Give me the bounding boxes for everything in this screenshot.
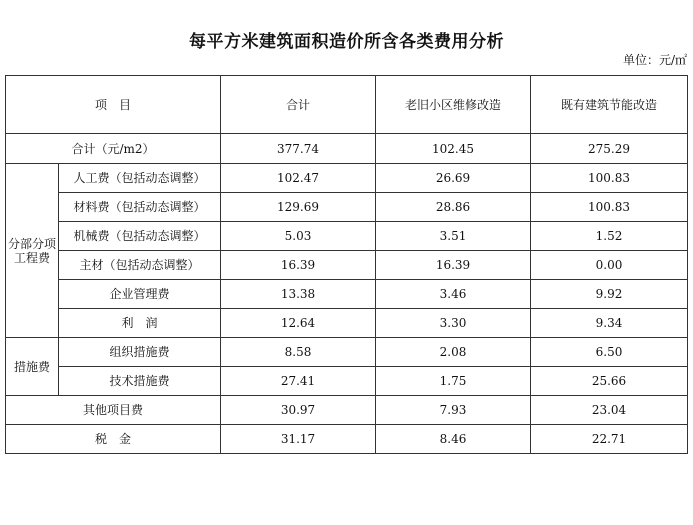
header-energy-saving: 既有建筑节能改造 — [531, 76, 688, 134]
cell-old-community: 1.75 — [376, 367, 531, 396]
cell-energy-saving: 22.71 — [531, 425, 688, 454]
table-row — [6, 309, 688, 338]
row-label: 利 润 — [59, 309, 221, 338]
cell-total: 129.69 — [221, 193, 376, 222]
page-title: 每平方米建筑面积造价所含各类费用分析 — [189, 32, 504, 52]
table-row — [6, 222, 688, 251]
cell-old-community: 26.69 — [376, 164, 531, 193]
table-row — [6, 251, 688, 280]
row-label: 机械费（包括动态调整） — [59, 222, 221, 251]
table-row — [6, 280, 688, 309]
cell-old-community: 102.45 — [376, 134, 531, 164]
row-label: 合计（元/m2） — [6, 134, 221, 164]
row-label: 主材（包括动态调整） — [59, 251, 221, 280]
cell-energy-saving: 9.34 — [531, 309, 688, 338]
cell-total: 12.64 — [221, 309, 376, 338]
group-label-csf: 措施费 — [6, 338, 59, 396]
cell-total: 27.41 — [221, 367, 376, 396]
row-label: 技术措施费 — [59, 367, 221, 396]
cell-energy-saving: 275.29 — [531, 134, 688, 164]
table-row — [6, 338, 688, 367]
cell-total: 8.58 — [221, 338, 376, 367]
row-label: 材料费（包括动态调整） — [59, 193, 221, 222]
cell-total: 31.17 — [221, 425, 376, 454]
row-label: 人工费（包括动态调整） — [59, 164, 221, 193]
cell-old-community: 8.46 — [376, 425, 531, 454]
row-label: 税 金 — [6, 425, 221, 454]
cell-total: 5.03 — [221, 222, 376, 251]
cell-old-community: 2.08 — [376, 338, 531, 367]
cell-total: 16.39 — [221, 251, 376, 280]
table-header-row — [6, 76, 688, 134]
cell-energy-saving: 100.83 — [531, 193, 688, 222]
cell-old-community: 3.51 — [376, 222, 531, 251]
table-row — [6, 193, 688, 222]
cell-energy-saving: 100.83 — [531, 164, 688, 193]
cell-total: 102.47 — [221, 164, 376, 193]
row-label: 其他项目费 — [6, 396, 221, 425]
cell-energy-saving: 0.00 — [531, 251, 688, 280]
header-total: 合计 — [221, 76, 376, 134]
row-label: 企业管理费 — [59, 280, 221, 309]
cell-total: 377.74 — [221, 134, 376, 164]
cell-old-community: 3.46 — [376, 280, 531, 309]
cell-energy-saving: 23.04 — [531, 396, 688, 425]
cell-old-community: 28.86 — [376, 193, 531, 222]
cell-total: 13.38 — [221, 280, 376, 309]
table-row-total — [6, 134, 688, 164]
cell-total: 30.97 — [221, 396, 376, 425]
table-row — [6, 164, 688, 193]
cell-old-community: 16.39 — [376, 251, 531, 280]
unit-label: 单位：元/㎡ — [622, 53, 687, 67]
cost-analysis-table — [5, 75, 688, 454]
cell-energy-saving: 1.52 — [531, 222, 688, 251]
cell-old-community: 7.93 — [376, 396, 531, 425]
table-row — [6, 367, 688, 396]
row-label: 组织措施费 — [59, 338, 221, 367]
table-row — [6, 425, 688, 454]
header-item: 项 目 — [6, 76, 221, 134]
cell-energy-saving: 9.92 — [531, 280, 688, 309]
cell-energy-saving: 25.66 — [531, 367, 688, 396]
group-label-fbfx: 分部分项 工程费 — [6, 164, 59, 338]
cell-energy-saving: 6.50 — [531, 338, 688, 367]
cell-old-community: 3.30 — [376, 309, 531, 338]
header-old-community: 老旧小区维修改造 — [376, 76, 531, 134]
table-row — [6, 396, 688, 425]
